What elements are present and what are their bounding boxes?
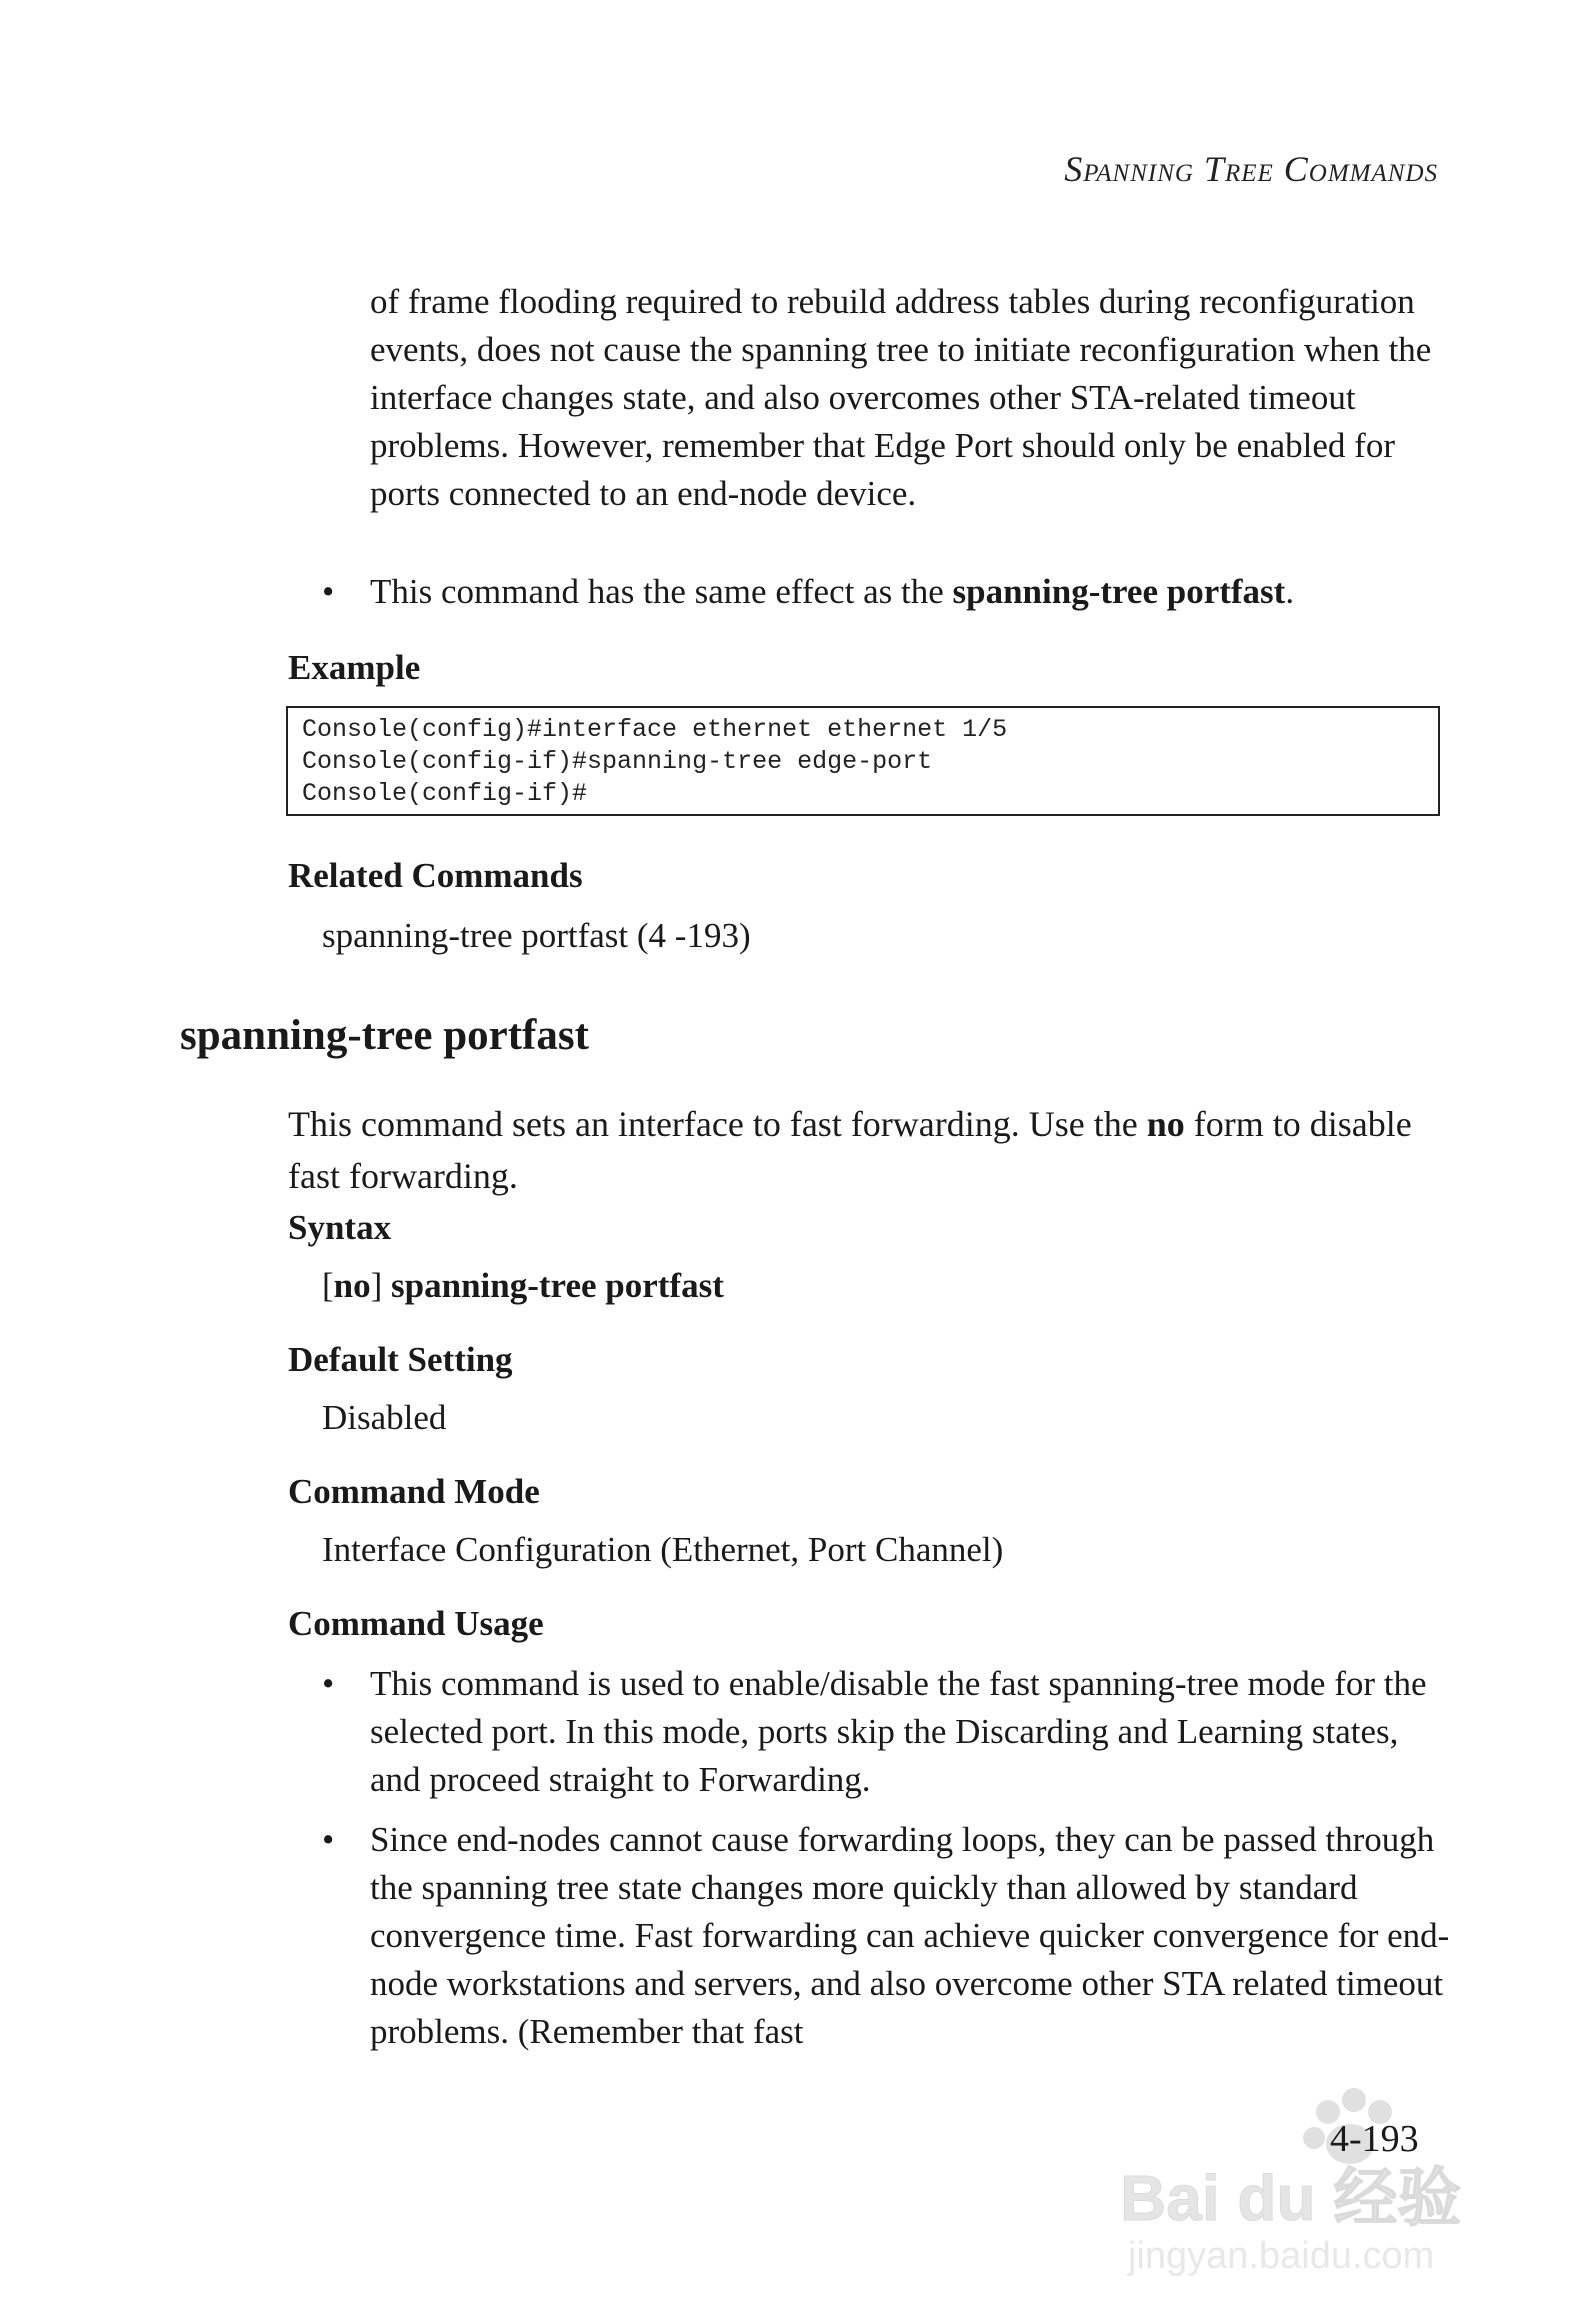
default-setting-heading: Default Setting [288,1340,513,1379]
list-item [322,1816,1452,2056]
syntax-command: spanning-tree portfast [391,1266,724,1305]
no-keyword: no [1146,1104,1185,1144]
command-mode-heading: Command Mode [288,1472,540,1511]
command-description: This command sets an interface to fast forwarding. Use the no form to disable fast forwarding. [288,1104,1412,1196]
code-line: Console(config-if)# [302,779,588,808]
related-commands-heading: Related Commands [288,856,583,895]
running-head: Spanning Tree Commands [1064,149,1438,189]
code-line: Console(config-if)#spanning-tree edge-port [302,747,933,776]
watermark-brand: Bai du 经验 [1120,2162,1462,2234]
list-item [322,568,1452,616]
list-item [322,1660,1452,1804]
code-example [286,706,1440,816]
default-setting-value: Disabled [322,1398,447,1437]
command-title: spanning-tree portfast [180,1012,589,1059]
command-usage-heading: Command Usage [288,1604,544,1643]
code-line: Console(config)#interface ethernet ethernet 1/5 [302,715,1008,744]
watermark-url: jingyan.baidu.com [1128,2235,1435,2277]
baidu-watermark [1110,2070,1500,2280]
example-heading: Example [288,648,421,687]
bullet-icon: • [322,1820,335,1859]
bullet-icon: • [322,1664,335,1703]
syntax-no: no [333,1266,371,1305]
related-command-link[interactable]: spanning-tree portfast (4 -193) [322,916,751,955]
page-number: 4-193 [1330,2118,1419,2160]
syntax-line: [no] spanning-tree portfast [322,1266,724,1305]
usage-bullet: This command is used to enable/disable the fast spanning-tree mode for the selected port. In this mode, ports skip the Discarding and Learning states, and proceed straight to Forwarding. [370,1664,1427,1799]
usage-bullet: Since end-nodes cannot cause forwarding loops, they can be passed through the spanning tree state changes more quickly than allowed by standard convergence time. Fast forwarding can achieve quicker convergence for end-node workstations and servers, and also overcome other STA related timeout problems. (Remember that fast [370,1820,1450,2051]
command-mode-value: Interface Configuration (Ethernet, Port Channel) [322,1530,1004,1569]
bullet-text: This command has the same effect as the spanning-tree portfast. [370,572,1295,611]
syntax-heading: Syntax [288,1208,392,1247]
bullet-icon: • [322,572,335,611]
command-reference: spanning-tree portfast [952,572,1286,611]
continued-paragraph: of frame flooding required to rebuild address tables during reconfiguration events, does not cause the spanning tree to initiate reconfiguration when the interface changes state, and also overcomes other STA-related timeout problems. However, remember that Edge Port should only be enabled for ports connected to an end-node device. [370,282,1432,513]
